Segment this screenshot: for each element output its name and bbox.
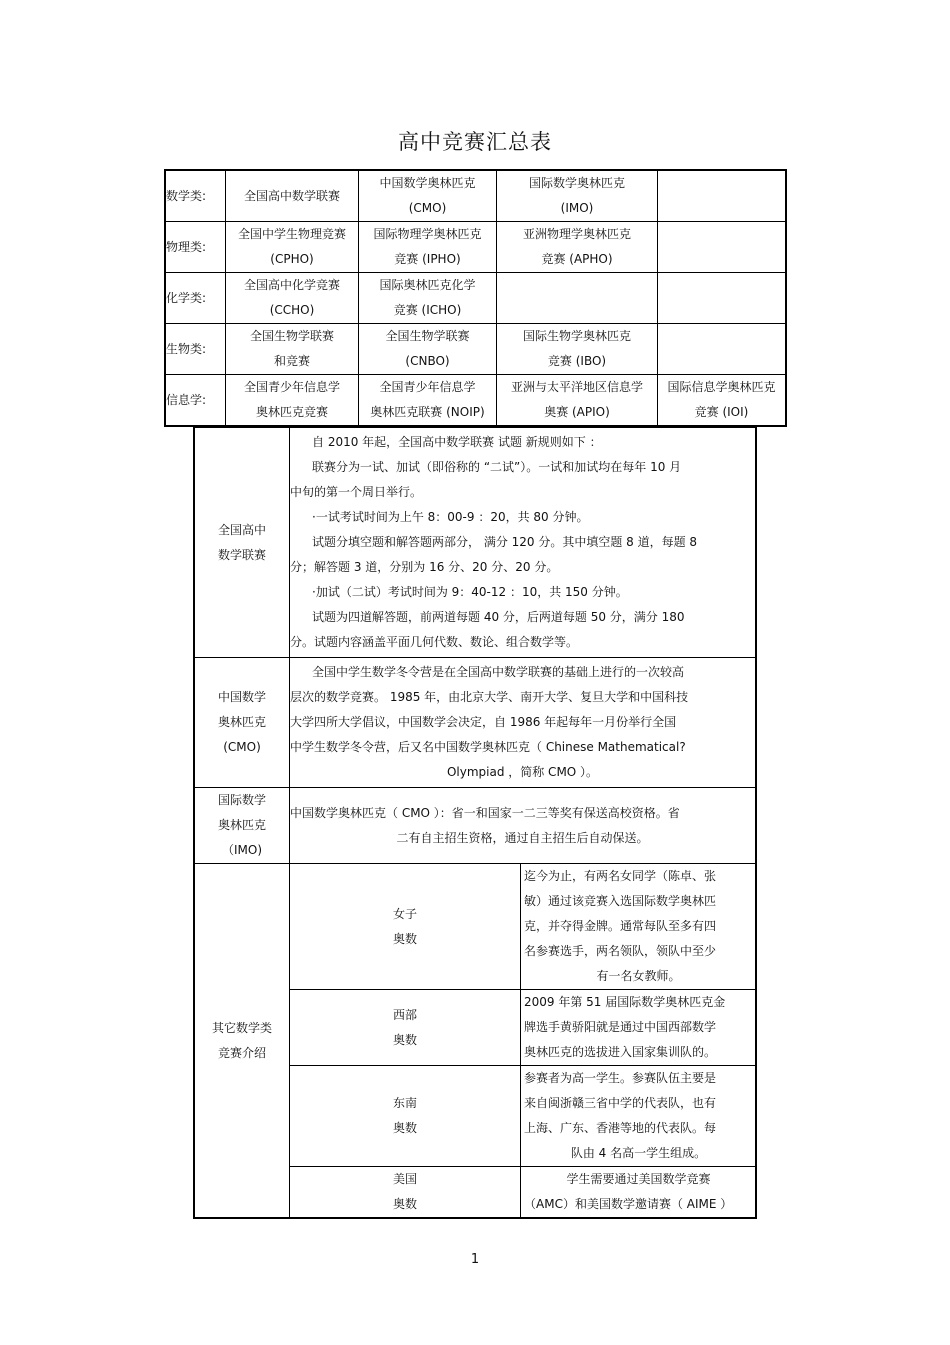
- name-line: 奥数: [392, 931, 417, 946]
- competition-line: (CCHO): [269, 303, 315, 317]
- text-line: 中旬的第一个周日举行。: [290, 485, 423, 499]
- desc-line: 迄今为止，有两名女同学（陈卓、张: [524, 869, 717, 883]
- summary-row: [165, 170, 786, 222]
- competition-cell: [359, 273, 497, 324]
- text-line: Olympiad ，简称 CMO ）。: [446, 765, 599, 779]
- detail-label-imo: [194, 788, 290, 864]
- competition-cell: [226, 375, 359, 427]
- desc-line: 奥林匹克的选拔进入国家集训队的。: [524, 1045, 717, 1059]
- text-line: 层次的数学竞赛。 1985 年，由北京大学、南开大学、复旦大学和中国科技: [290, 690, 689, 704]
- desc-line: 参赛者为高一学生。参赛队伍主要是: [524, 1071, 717, 1085]
- competition-cell: [226, 324, 359, 375]
- name-line: 东南: [392, 1096, 417, 1110]
- competition-cell: [497, 273, 658, 324]
- detail-row-other-0: [194, 864, 756, 990]
- competition-line: 国际信息学奥林匹克: [667, 380, 776, 394]
- label-line: 奥林匹克: [217, 715, 266, 729]
- other-desc: [521, 990, 757, 1066]
- label-line: 国际数学: [217, 793, 266, 807]
- competition-line: 亚洲物理学奥林匹克: [522, 227, 631, 241]
- detail-row-cmo: [194, 658, 756, 788]
- name-line: 美国: [392, 1172, 417, 1186]
- competition-cell: [497, 324, 658, 375]
- category-label: 数学类:: [165, 170, 226, 222]
- text-line: 试题为四道解答题，前两道每题 40 分，后两道每题 50 分，满分 180: [312, 610, 685, 624]
- label-line: 数学联赛: [217, 547, 266, 562]
- competition-line: 全国生物学联赛: [385, 329, 470, 343]
- text-line: 分；解答题 3 道，分别为 16 分、20 分、20 分。: [290, 560, 559, 574]
- label-line: 中国数学: [217, 690, 266, 704]
- competition-cell: [226, 170, 359, 222]
- desc-line: 2009 年第 51 届国际数学奥林匹克金: [524, 995, 726, 1009]
- label-line: (CMO): [223, 740, 261, 754]
- text-line: ·一试考试时间为上午 8：00-9 ：20，共 80 分钟。: [312, 510, 589, 524]
- category-label: 化学类:: [165, 273, 226, 324]
- competition-cell: [226, 222, 359, 273]
- desc-line: 来自闽浙赣三省中学的代表队，也有: [524, 1096, 717, 1110]
- text-line: 中学生数学冬令营，后又名中国数学奥林匹克（ Chinese Mathematical?: [290, 740, 686, 754]
- text-line: 联赛分为一试、加试（即俗称的 “二试”）。一试和加试均在每年 10 月: [312, 460, 682, 474]
- text-line: 试题分填空题和解答题两部分， 满分 120 分。其中填空题 8 道，每题 8: [312, 535, 698, 549]
- other-name: [290, 1167, 521, 1219]
- desc-line: 队由 4 名高一学生组成。: [570, 1146, 707, 1160]
- desc-line: 牌选手黄骄阳就是通过中国西部数学: [524, 1020, 717, 1034]
- text-line: ·加试（二试）考试时间为 9：40-12 ：10，共 150 分钟。: [312, 585, 628, 599]
- desc-line: （AMC）和美国数学邀请赛（ AIME ）: [524, 1197, 733, 1211]
- competition-line: 竞赛 (IBO): [547, 354, 607, 368]
- competition-line: (CNBO): [405, 354, 450, 368]
- competition-line: (CPHO): [270, 252, 314, 266]
- summary-row: [165, 222, 786, 273]
- competition-cell: [359, 324, 497, 375]
- competition-cell: [359, 222, 497, 273]
- other-desc: [521, 1066, 757, 1167]
- competition-cell: [658, 222, 787, 273]
- other-name: [290, 864, 521, 990]
- other-name: [290, 1066, 521, 1167]
- text-line: 大学四所大学倡议，中国数学会决定，自 1986 年起每年一月份举行全国: [290, 715, 677, 729]
- text-line: 中国数学奥林匹克（ CMO ）：省一和国家一二三等奖有保送高校资格。省: [290, 805, 680, 820]
- name-line: 奥数: [392, 1032, 417, 1047]
- competition-cell: [226, 273, 359, 324]
- competition-line: 全国生物学联赛: [249, 329, 334, 343]
- competition-line: 亚洲与太平洋地区信息学: [510, 380, 643, 394]
- text-line: 分。试题内容涵盖平面几何代数、数论、组合数学等。: [290, 635, 579, 649]
- name-line: 奥数: [392, 1121, 417, 1135]
- category-label: 信息学:: [165, 375, 226, 427]
- competition-cell: [359, 170, 497, 222]
- name-line: 奥数: [392, 1197, 417, 1211]
- competition-cell: [497, 170, 658, 222]
- competition-line: 竞赛 (IPHO): [394, 252, 461, 266]
- detail-text-imo: [290, 788, 757, 864]
- summary-row: [165, 273, 786, 324]
- desc-line: 敏）通过该竞赛入选国际数学奥林匹: [524, 894, 717, 908]
- desc-line: 克，并夺得金牌。通常每队至多有四: [524, 919, 717, 933]
- competition-line: 竞赛 (APHO): [541, 252, 613, 266]
- competition-line: 全国高中化学竞赛: [243, 278, 340, 292]
- competition-cell: [497, 222, 658, 273]
- detail-row-imo: [194, 788, 756, 864]
- competition-line: 国际物理学奥林匹克: [373, 227, 482, 241]
- detail-text-cnmo: [290, 427, 757, 658]
- competition-line: 竞赛 (IOI): [694, 405, 749, 419]
- category-label: 生物类:: [165, 324, 226, 375]
- text-line: 二有自主招生资格，通过自主招生后自动保送。: [396, 830, 649, 845]
- desc-line: 上海、广东、香港等地的代表队。每: [524, 1121, 717, 1135]
- competition-cell: [658, 170, 787, 222]
- competition-line: 全国青少年信息学: [379, 380, 476, 394]
- label-line: （IMO): [221, 843, 263, 857]
- competition-line: 全国青少年信息学: [243, 380, 340, 394]
- competition-cell: [497, 375, 658, 427]
- competition-cell: [359, 375, 497, 427]
- competition-line: 奥赛 (APIO): [544, 405, 610, 419]
- label-line: 全国高中: [217, 522, 266, 537]
- detail-label-other: [194, 864, 290, 1219]
- text-line: 自 2010 年起，全国高中数学联赛 试题 新规则如下 ：: [312, 435, 602, 449]
- competition-cell: [658, 273, 787, 324]
- label-line: 奥林匹克: [217, 818, 266, 832]
- competition-line: 国际生物学奥林匹克: [522, 329, 631, 343]
- competition-cell: [658, 375, 787, 427]
- other-desc: [521, 1167, 757, 1219]
- label-line: 其它数学类: [211, 1020, 272, 1035]
- other-name: [290, 990, 521, 1066]
- page-title: 高中竞赛汇总表: [398, 130, 552, 154]
- competition-line: 国际奥林匹克化学: [379, 278, 476, 292]
- competition-line: 奥林匹克竞赛: [255, 405, 328, 419]
- detail-text-cmo: [290, 658, 757, 788]
- text-line: 全国中学生数学冬令营是在全国高中数学联赛的基础上进行的一次较高: [312, 665, 685, 679]
- competition-line: 全国高中数学联赛: [243, 188, 340, 203]
- competition-line: 和竞赛: [273, 354, 310, 368]
- competition-line: 国际数学奥林匹克: [528, 176, 625, 190]
- summary-table: [164, 169, 787, 427]
- detail-table: [193, 426, 757, 1219]
- label-line: 竞赛介绍: [217, 1045, 266, 1060]
- competition-line: 中国数学奥林匹克: [379, 176, 476, 190]
- competition-line: 竞赛 (ICHO): [393, 303, 462, 317]
- detail-label-cmo: [194, 658, 290, 788]
- competition-line: 全国中学生物理竞赛: [237, 227, 346, 241]
- page-number: 1: [470, 1252, 480, 1267]
- detail-label-cnmo: [194, 427, 290, 658]
- summary-row: [165, 324, 786, 375]
- other-desc: [521, 864, 757, 990]
- desc-line: 名参赛选手，两名领队，领队中至少: [524, 944, 717, 958]
- competition-line: (IMO): [560, 201, 594, 215]
- desc-line: 学生需要通过美国数学竞赛: [566, 1172, 711, 1186]
- name-line: 西部: [392, 1007, 417, 1022]
- desc-line: 有一名女教师。: [596, 969, 681, 983]
- competition-line: 奥林匹克联赛 (NOIP): [370, 405, 485, 419]
- category-label: 物理类:: [165, 222, 226, 273]
- name-line: 女子: [392, 906, 417, 921]
- competition-line: (CMO): [408, 201, 447, 215]
- summary-row: [165, 375, 786, 427]
- competition-cell: [658, 324, 787, 375]
- detail-row-cnmo: [194, 427, 756, 658]
